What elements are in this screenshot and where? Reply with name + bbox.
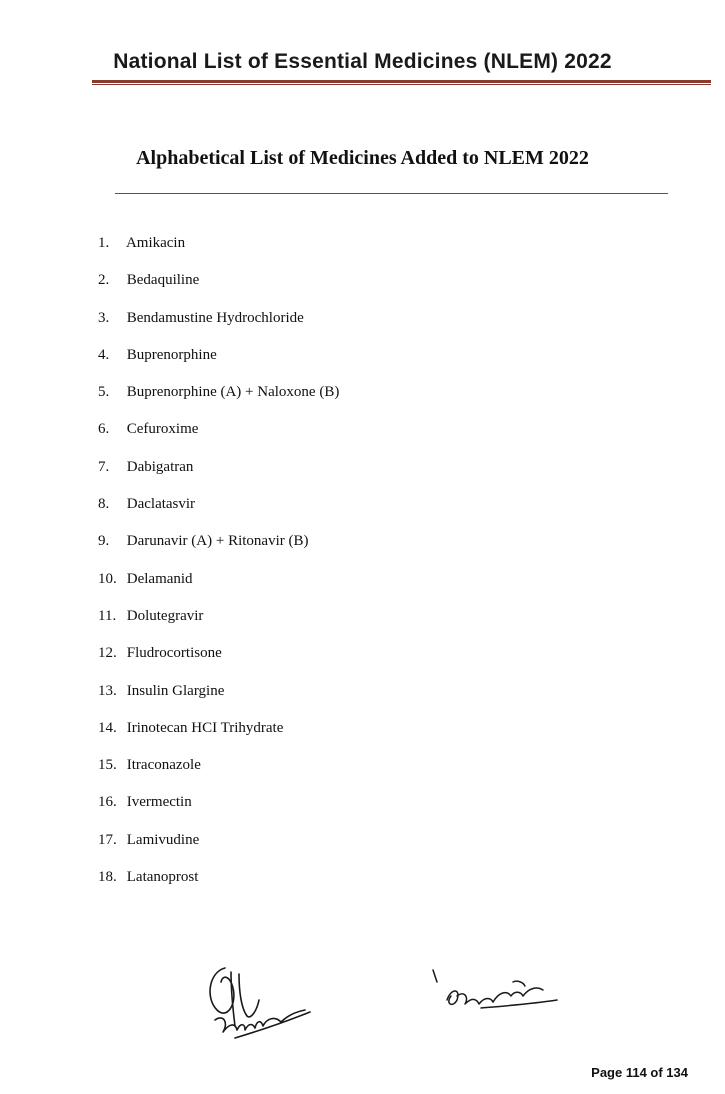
document-title: Alphabetical List of Medicines Added to NLEM 2022 <box>136 147 589 169</box>
list-item <box>98 606 339 643</box>
item-number: 18. <box>98 869 117 886</box>
signatures <box>195 960 575 1050</box>
item-name: Dolutegravir <box>126 607 204 624</box>
item-number: 14. <box>98 719 117 736</box>
item-number: 3. <box>98 309 110 326</box>
medicine-list <box>98 233 339 904</box>
list-item <box>98 718 339 755</box>
item-number: 9. <box>98 533 110 550</box>
page-number: Page 114 of 134 <box>591 1065 688 1080</box>
item-name: Delamanid <box>126 570 193 587</box>
item-name: Irinotecan HCI Trihydrate <box>126 719 284 736</box>
item-number: 4. <box>98 346 110 363</box>
list-item <box>98 494 339 531</box>
item-name: Darunavir (A) + Ritonavir (B) <box>126 533 309 550</box>
list-item <box>98 531 339 568</box>
list-item <box>98 233 339 270</box>
item-name: Bedaquiline <box>126 272 200 289</box>
item-name: Cefuroxime <box>126 421 199 438</box>
signature-left-icon <box>210 968 310 1038</box>
list-item <box>98 569 339 606</box>
list-item <box>98 792 339 829</box>
item-number: 10. <box>98 570 117 587</box>
item-number: 12. <box>98 645 117 662</box>
item-number: 6. <box>98 421 110 438</box>
item-name: Daclatasvir <box>126 496 196 513</box>
title-divider <box>115 193 668 194</box>
item-number: 16. <box>98 794 117 811</box>
list-item <box>98 867 339 904</box>
item-number: 13. <box>98 682 117 699</box>
item-number: 15. <box>98 757 117 774</box>
item-number: 17. <box>98 831 117 848</box>
list-item <box>98 830 339 867</box>
header-title: National List of Essential Medicines (NLEM) 2022 <box>113 50 612 73</box>
list-item <box>98 681 339 718</box>
item-name: Dabigatran <box>126 458 194 475</box>
signature-right-icon <box>433 970 557 1008</box>
item-number: 2. <box>98 272 110 289</box>
item-name: Buprenorphine (A) + Naloxone (B) <box>126 384 340 401</box>
item-number: 11. <box>98 607 117 624</box>
item-name: Insulin Glargine <box>126 682 225 699</box>
header-divider-thin <box>92 84 711 85</box>
list-item <box>98 419 339 456</box>
list-item <box>98 457 339 494</box>
list-item <box>98 270 339 307</box>
list-item <box>98 345 339 382</box>
list-item <box>98 643 339 680</box>
list-item <box>98 308 339 345</box>
item-number: 1. <box>98 235 110 251</box>
item-number: 7. <box>98 458 110 475</box>
item-name: Itraconazole <box>126 757 201 774</box>
item-name: Bendamustine Hydrochloride <box>126 309 304 326</box>
header-divider-thick <box>92 80 711 83</box>
item-name: Lamivudine <box>126 831 200 848</box>
list-item <box>98 382 339 419</box>
item-name: Latanoprost <box>126 869 199 886</box>
item-name: Ivermectin <box>126 794 192 811</box>
item-name: Buprenorphine <box>126 346 217 363</box>
item-name: Amikacin <box>125 235 186 251</box>
item-number: 5. <box>98 384 110 401</box>
list-item <box>98 755 339 792</box>
item-number: 8. <box>98 496 110 513</box>
item-name: Fludrocortisone <box>126 645 222 662</box>
